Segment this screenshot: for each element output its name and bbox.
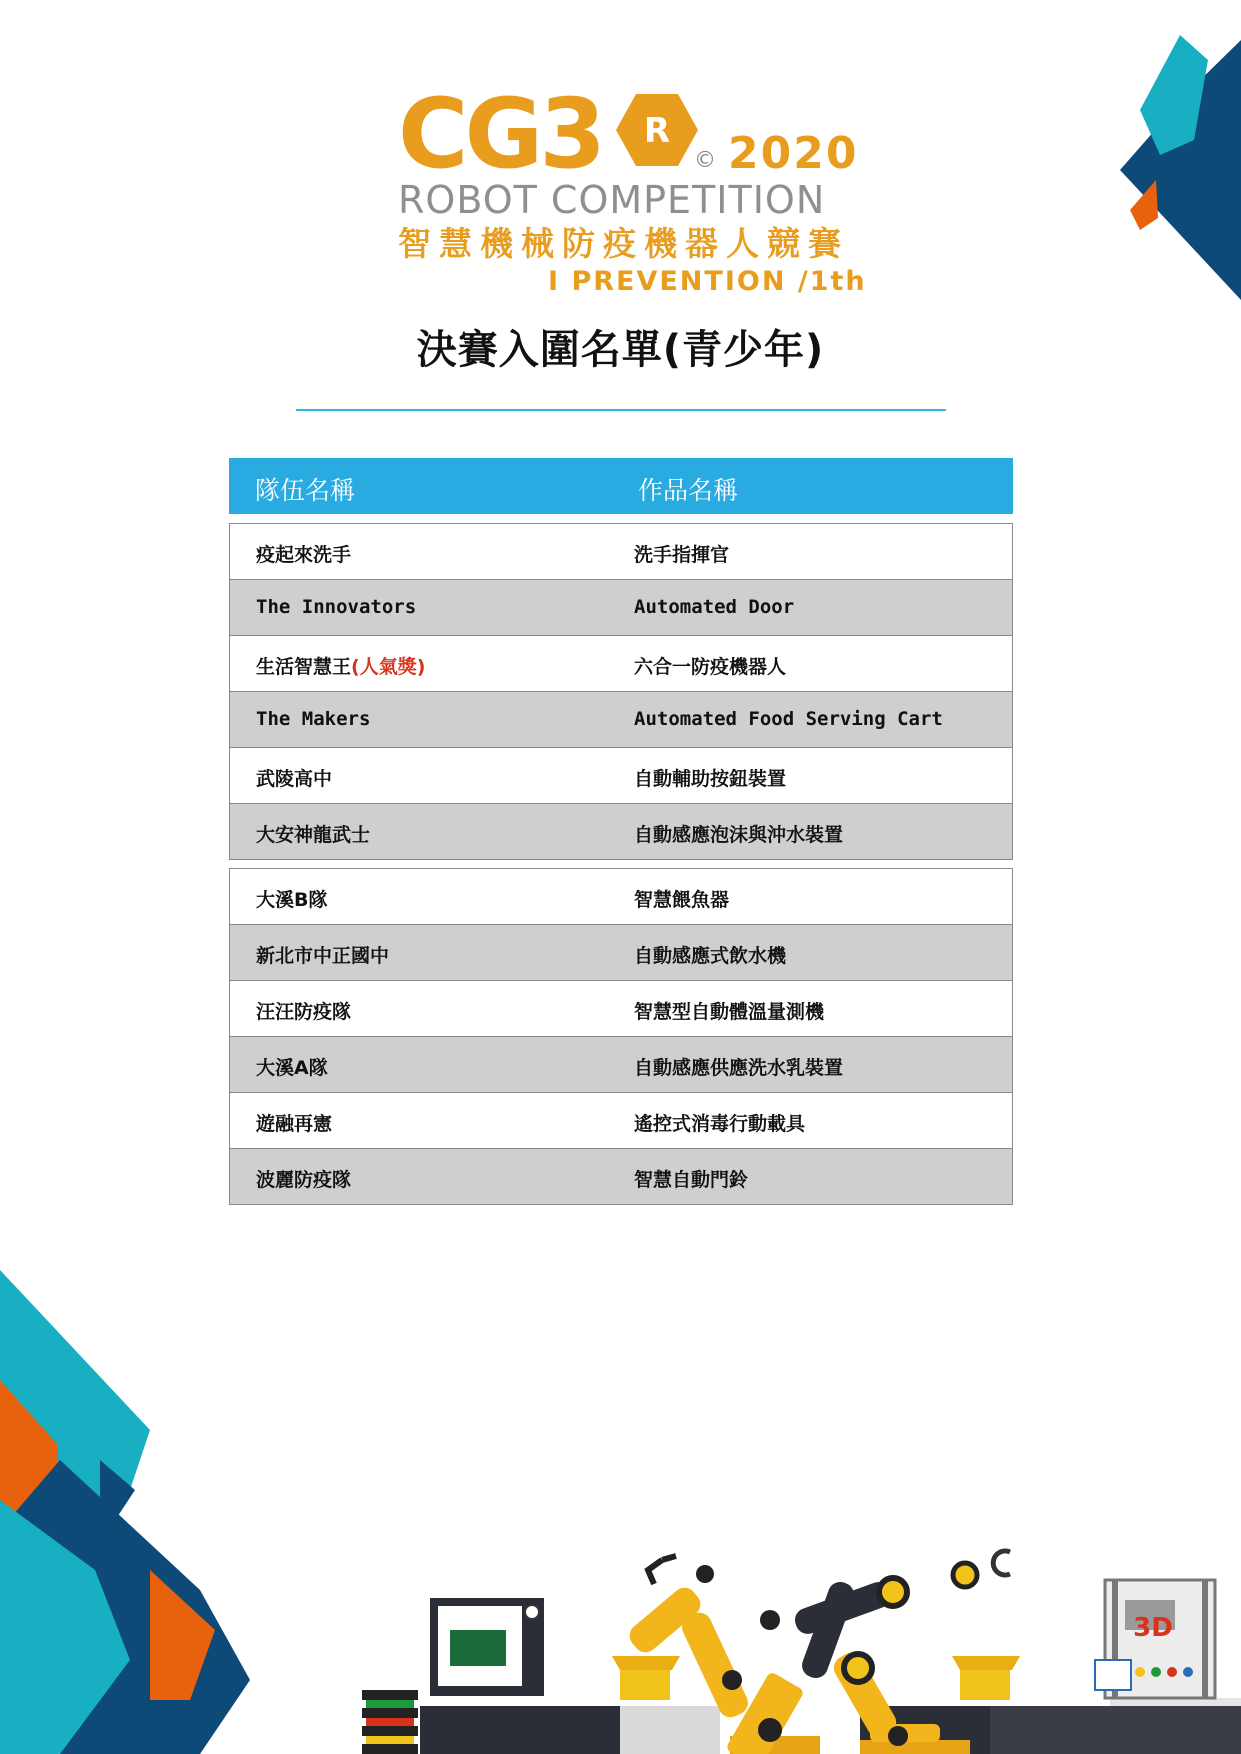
team-name-cell [256,652,425,679]
conveyor-base [420,1706,620,1754]
filament-spools-icon [362,1690,418,1754]
package-box-icon [952,1656,1020,1700]
table-row [230,747,1012,803]
work-name: Automated Food Serving Cart [634,708,943,730]
work-name: Automated Door [634,596,795,618]
table-row [230,803,1012,859]
package-box-icon [612,1656,680,1700]
table-row [230,635,1012,691]
logo-subtitle-en: ROBOT COMPETITION [398,178,826,222]
work-name: 智慧餵魚器 [634,889,730,911]
finalist-table-group-2 [229,868,1013,1205]
header-team-name: 隊伍名稱 [255,476,356,505]
control-cabinet-icon [430,1598,544,1696]
team-name: 大溪B隊 [256,889,328,911]
table-row [230,691,1012,747]
team-name: 汪汪防疫隊 [256,1001,352,1023]
work-name: 遙控式消毒行動載具 [634,1113,806,1135]
work-name: 洗手指揮官 [634,544,730,566]
logo-badge-letter: R [643,111,671,151]
title-divider [296,409,946,411]
table-header [229,458,1013,514]
team-name: The Makers [256,708,371,730]
work-name: 自動輔助按鈕裝置 [634,768,787,790]
team-name: 大安神龍武士 [256,824,371,846]
logo-edition: I PREVENTION /1th [548,266,867,297]
table-row [230,524,1012,579]
3d-printer-icon [1095,1580,1215,1698]
finalist-table-group-1 [229,523,1013,860]
page-title: 決賽入圍名單(青少年) [416,327,825,373]
table-row [230,869,1012,924]
printer-label: 3D [1133,1613,1173,1643]
corner-decoration-top-right [1100,20,1241,310]
work-name: 六合一防疫機器人 [634,656,787,678]
factory-illustration [350,1540,1241,1754]
hexagon-badge-icon [614,92,700,168]
team-name: 新北市中正國中 [256,945,390,967]
header-work-name: 作品名稱 [638,476,739,505]
table-row [230,579,1012,635]
work-name: 自動感應供應洗水乳裝置 [634,1057,844,1079]
competition-logo [398,78,867,298]
work-name: 智慧自動門鈴 [634,1169,749,1191]
table-row [230,924,1012,980]
table-row [230,1092,1012,1148]
team-name: 波麗防疫隊 [256,1169,352,1191]
team-name: 大溪A隊 [256,1057,328,1079]
table-row [230,1148,1012,1204]
work-name: 自動感應式飲水機 [634,945,787,967]
work-name: 自動感應泡沫與沖水裝置 [634,824,844,846]
team-name: 武陵高中 [256,768,333,790]
popularity-award-badge: (人氣獎) [351,656,426,678]
table-row [230,1036,1012,1092]
corner-decoration-bottom-left [0,1260,260,1754]
logo-subtitle-zh: 智慧機械防疫機器人競賽 [398,224,849,263]
logo-brand: CG3 [398,78,603,190]
team-name: 疫起來洗手 [256,544,352,566]
logo-year: 2020 [728,128,859,179]
table-row [230,980,1012,1036]
work-name: 智慧型自動體溫量測機 [634,1001,825,1023]
team-name: 遊融再憲 [256,1113,333,1135]
copyright-icon: © [694,148,716,173]
team-name: 生活智慧王 [256,656,352,678]
team-name: The Innovators [256,596,417,618]
